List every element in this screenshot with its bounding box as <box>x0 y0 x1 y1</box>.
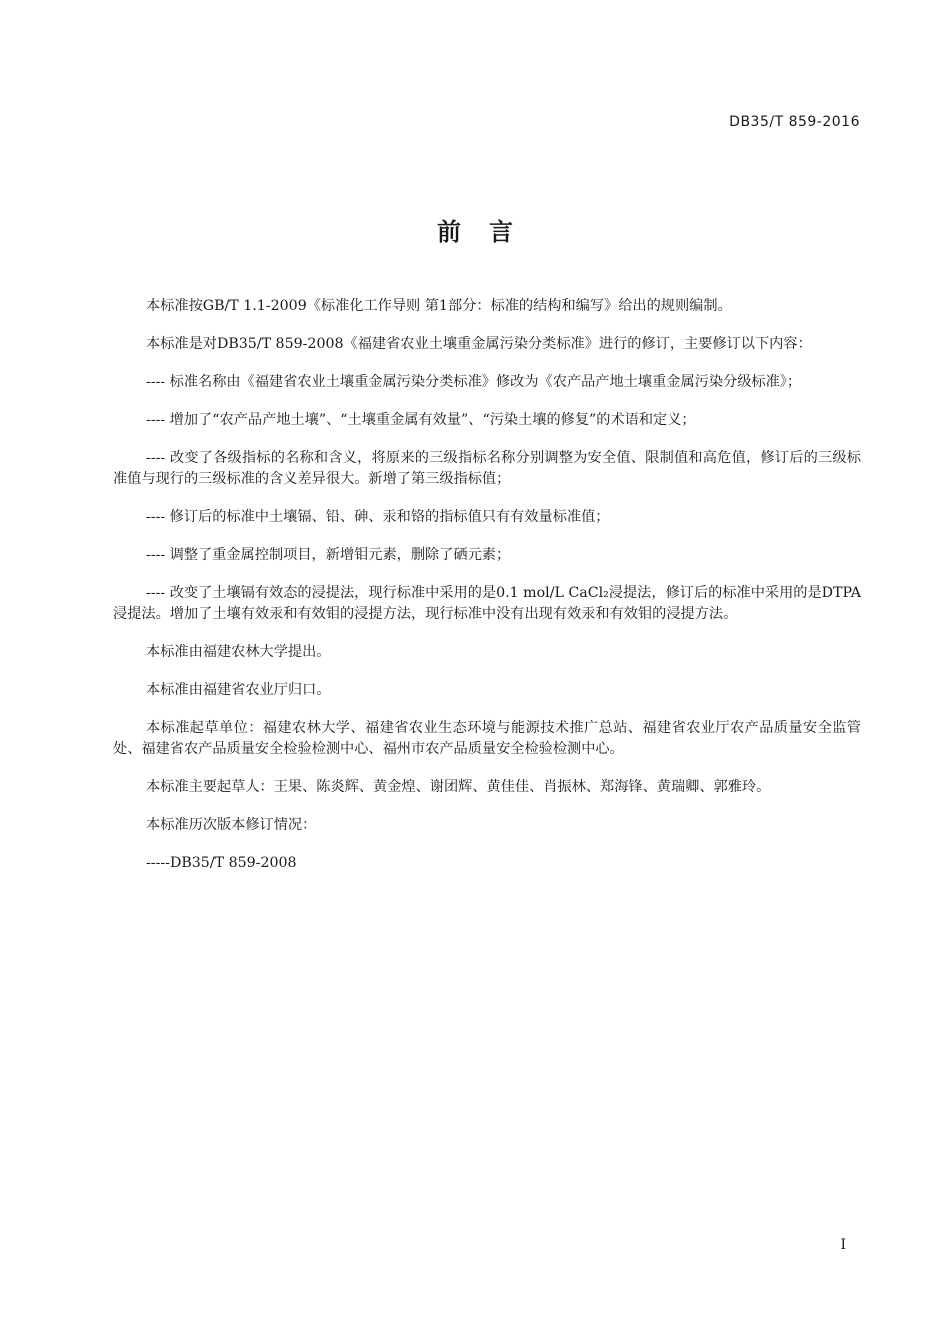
paragraph-administrator: 本标准由福建省农业厅归口。 <box>146 682 331 698</box>
paragraph-proposer: 本标准由福建农林大学提出。 <box>146 644 331 660</box>
paragraph-revision-intro: 本标准是对DB35/T 859-2008《福建省农业土壤重金属污染分类标准》进行的修订，主要修订以下内容： <box>146 336 812 352</box>
foreword-body <box>113 296 861 891</box>
paragraph-revision-history-item: -----DB35/T 859-2008 <box>146 855 297 871</box>
document-code: DB35/T 859-2016 <box>729 114 860 130</box>
paragraph-drafting-units: 本标准起草单位：福建农林大学、福建省农业生态环境与能源技术推广总站、福建省农业厅农产品质量安全监管处、福建省农产品质量安全检验检测中心、福州市农产品质量安全检验检测中心。 <box>113 720 861 757</box>
page-number: I <box>840 1237 846 1253</box>
paragraph-revision-history-label: 本标准历次版本修订情况： <box>146 817 317 833</box>
page-title: 前言 <box>437 218 541 246</box>
paragraph-drafters: 本标准主要起草人：王果、陈炎辉、黄金煌、谢团辉、黄佳佳、肖振林、郑海锋、黄瑞卿、郭雅玲。 <box>146 779 771 795</box>
list-item-terms-added: ---- 增加了“农产品产地土壤”、“土壤重金属有效量”、“污染土壤的修复”的术语和定义； <box>146 412 696 428</box>
list-item-name-change: ---- 标准名称由《福建省农业土壤重金属污染分类标准》修改为《农产品产地土壤重金属污染分级标准》； <box>146 374 802 390</box>
paragraph-drafting-rules: 本标准按GB/T 1.1-2009《标准化工作导则 第1部分：标准的结构和编写》给出的规则编制。 <box>146 298 732 314</box>
list-item-effective-values: ---- 修订后的标准中土壤镉、铅、砷、汞和铬的指标值只有有效量标准值； <box>146 509 610 525</box>
list-item-extraction-method: ---- 改变了土壤镉有效态的浸提法，现行标准中采用的是0.1 mol/L CaCl₂浸提法，修订后的标准中采用的是DTPA浸提法。增加了土壤有效汞和有效钼的浸提方法，现行标准中没有出现有效汞和有效钼的浸提方法。 <box>113 585 861 622</box>
list-item-control-items: ---- 调整了重金属控制项目，新增钼元素，删除了硒元素； <box>146 547 511 563</box>
list-item-index-change: ---- 改变了各级指标的名称和含义，将原来的三级指标名称分别调整为安全值、限制值和高危值，修订后的三级标准值与现行的三级标准的含义差异很大。新增了第三级指标值； <box>113 450 861 487</box>
